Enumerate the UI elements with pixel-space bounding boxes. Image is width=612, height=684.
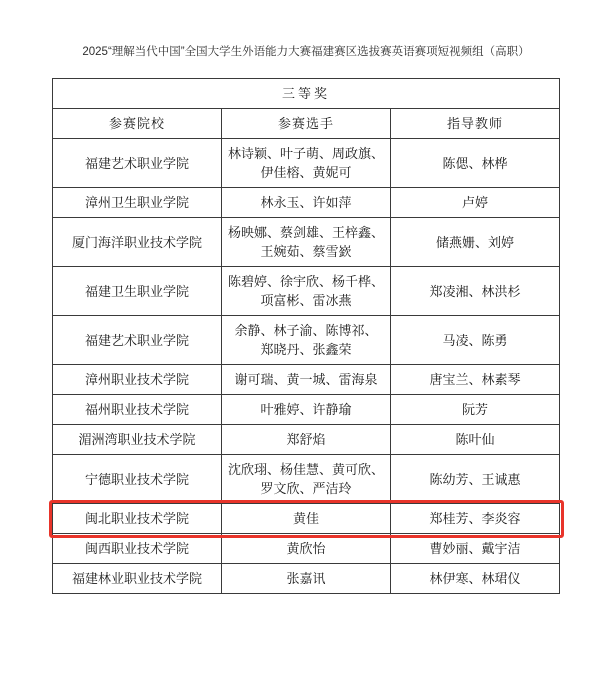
teacher-line: 储燕姗、刘婷 [435, 234, 514, 250]
table-header-row [53, 109, 560, 139]
cell-players [222, 365, 391, 395]
teacher-line: 卢婷 [461, 195, 488, 210]
table-row [53, 425, 560, 455]
cell-teachers [391, 395, 560, 425]
player-line: 王婉茹、蔡雪嶔 [260, 244, 352, 259]
cell-school: 闽西职业技术学院 [53, 534, 222, 564]
cell-school: 漳州卫生职业学院 [53, 188, 222, 218]
cell-players [222, 188, 391, 218]
cell-teachers [391, 564, 560, 594]
award-table-body [53, 79, 560, 594]
player-line: 陈碧婷、徐宇欣、杨千桦、 [227, 274, 384, 289]
player-line: 罗文欣、严洁玲 [260, 481, 352, 496]
cell-teachers [391, 316, 560, 365]
column-header-teacher: 指导教师 [391, 109, 560, 139]
teacher-line: 陈偲、林桦 [442, 155, 508, 171]
table-row [53, 395, 560, 425]
table-row [53, 139, 560, 188]
cell-teachers [391, 455, 560, 504]
cell-players [222, 139, 391, 188]
table-row [53, 218, 560, 267]
award-table-container [52, 78, 560, 594]
cell-teachers [391, 365, 560, 395]
cell-school: 宁德职业技术学院 [53, 455, 222, 504]
cell-players [222, 534, 391, 564]
cell-teachers [391, 504, 560, 534]
player-line: 林永玉、许如萍 [260, 195, 352, 210]
cell-teachers [391, 218, 560, 267]
cell-school: 福建林业职业技术学院 [53, 564, 222, 594]
table-row [53, 316, 560, 365]
teacher-line: 曹妙丽、戴宇洁 [429, 541, 521, 556]
cell-players [222, 316, 391, 365]
cell-players [222, 504, 391, 534]
player-line: 叶雅婷、许静瑜 [260, 402, 352, 417]
player-line: 林诗颖、叶子萌、周政旗、 [227, 146, 384, 161]
table-row [53, 267, 560, 316]
cell-players [222, 267, 391, 316]
column-header-player: 参赛选手 [222, 109, 391, 139]
player-line: 项富彬、雷冰燕 [260, 293, 352, 308]
cell-school: 福州职业技术学院 [53, 395, 222, 425]
teacher-line: 唐宝兰、林素琴 [429, 372, 521, 387]
cell-school: 福建艺术职业学院 [53, 139, 222, 188]
column-header-school: 参赛院校 [53, 109, 222, 139]
teacher-line: 陈叶仙 [455, 432, 495, 447]
player-line: 余静、林子渝、陈博祁、 [234, 323, 378, 338]
cell-players [222, 455, 391, 504]
cell-teachers [391, 425, 560, 455]
cell-teachers [391, 139, 560, 188]
teacher-line: 郑凌湘、林洪杉 [429, 283, 521, 299]
player-line: 沈欣珝、杨佳慧、黄可欣、 [227, 462, 384, 477]
player-line: 伊佳榕、黄妮可 [260, 165, 352, 180]
table-row [53, 455, 560, 504]
cell-players [222, 218, 391, 267]
teacher-line: 马凌、陈勇 [442, 332, 508, 348]
teacher-line: 陈幼芳、王诚惠 [429, 471, 521, 487]
player-line: 张嘉讯 [286, 571, 326, 586]
cell-players [222, 425, 391, 455]
player-line: 郑晓丹、张鑫荣 [260, 342, 352, 357]
table-row [53, 365, 560, 395]
teacher-line: 阮芳 [461, 402, 488, 417]
cell-school: 福建艺术职业学院 [53, 316, 222, 365]
player-line: 杨映娜、蔡剑雄、王梓鑫、 [227, 225, 384, 240]
player-line: 郑舒焰 [286, 432, 326, 447]
table-title: 三等奖 [53, 79, 560, 109]
cell-players [222, 395, 391, 425]
table-title-row [53, 79, 560, 109]
cell-school: 福建卫生职业学院 [53, 267, 222, 316]
cell-teachers [391, 188, 560, 218]
cell-teachers [391, 267, 560, 316]
teacher-line: 郑桂芳、李炎容 [429, 511, 521, 526]
document-header-line: 2025“理解当代中国”全国大学生外语能力大赛福建赛区选拔赛英语赛项短视频组（高职） [82, 46, 530, 58]
cell-school: 闽北职业技术学院 [53, 504, 222, 534]
table-row [53, 534, 560, 564]
player-line: 黄欣怡 [286, 541, 326, 556]
cell-school: 湄洲湾职业技术学院 [53, 425, 222, 455]
table-row [53, 564, 560, 594]
cell-teachers [391, 534, 560, 564]
teacher-line: 林伊寒、林珺仪 [429, 571, 521, 586]
table-row [53, 188, 560, 218]
table-row-highlighted [53, 504, 560, 534]
cell-players [222, 564, 391, 594]
cell-school: 厦门海洋职业技术学院 [53, 218, 222, 267]
award-table [52, 78, 560, 594]
player-line: 谢可瑞、黄一城、雷海泉 [234, 372, 378, 387]
player-line: 黄佳 [292, 511, 319, 526]
cell-school: 漳州职业技术学院 [53, 365, 222, 395]
